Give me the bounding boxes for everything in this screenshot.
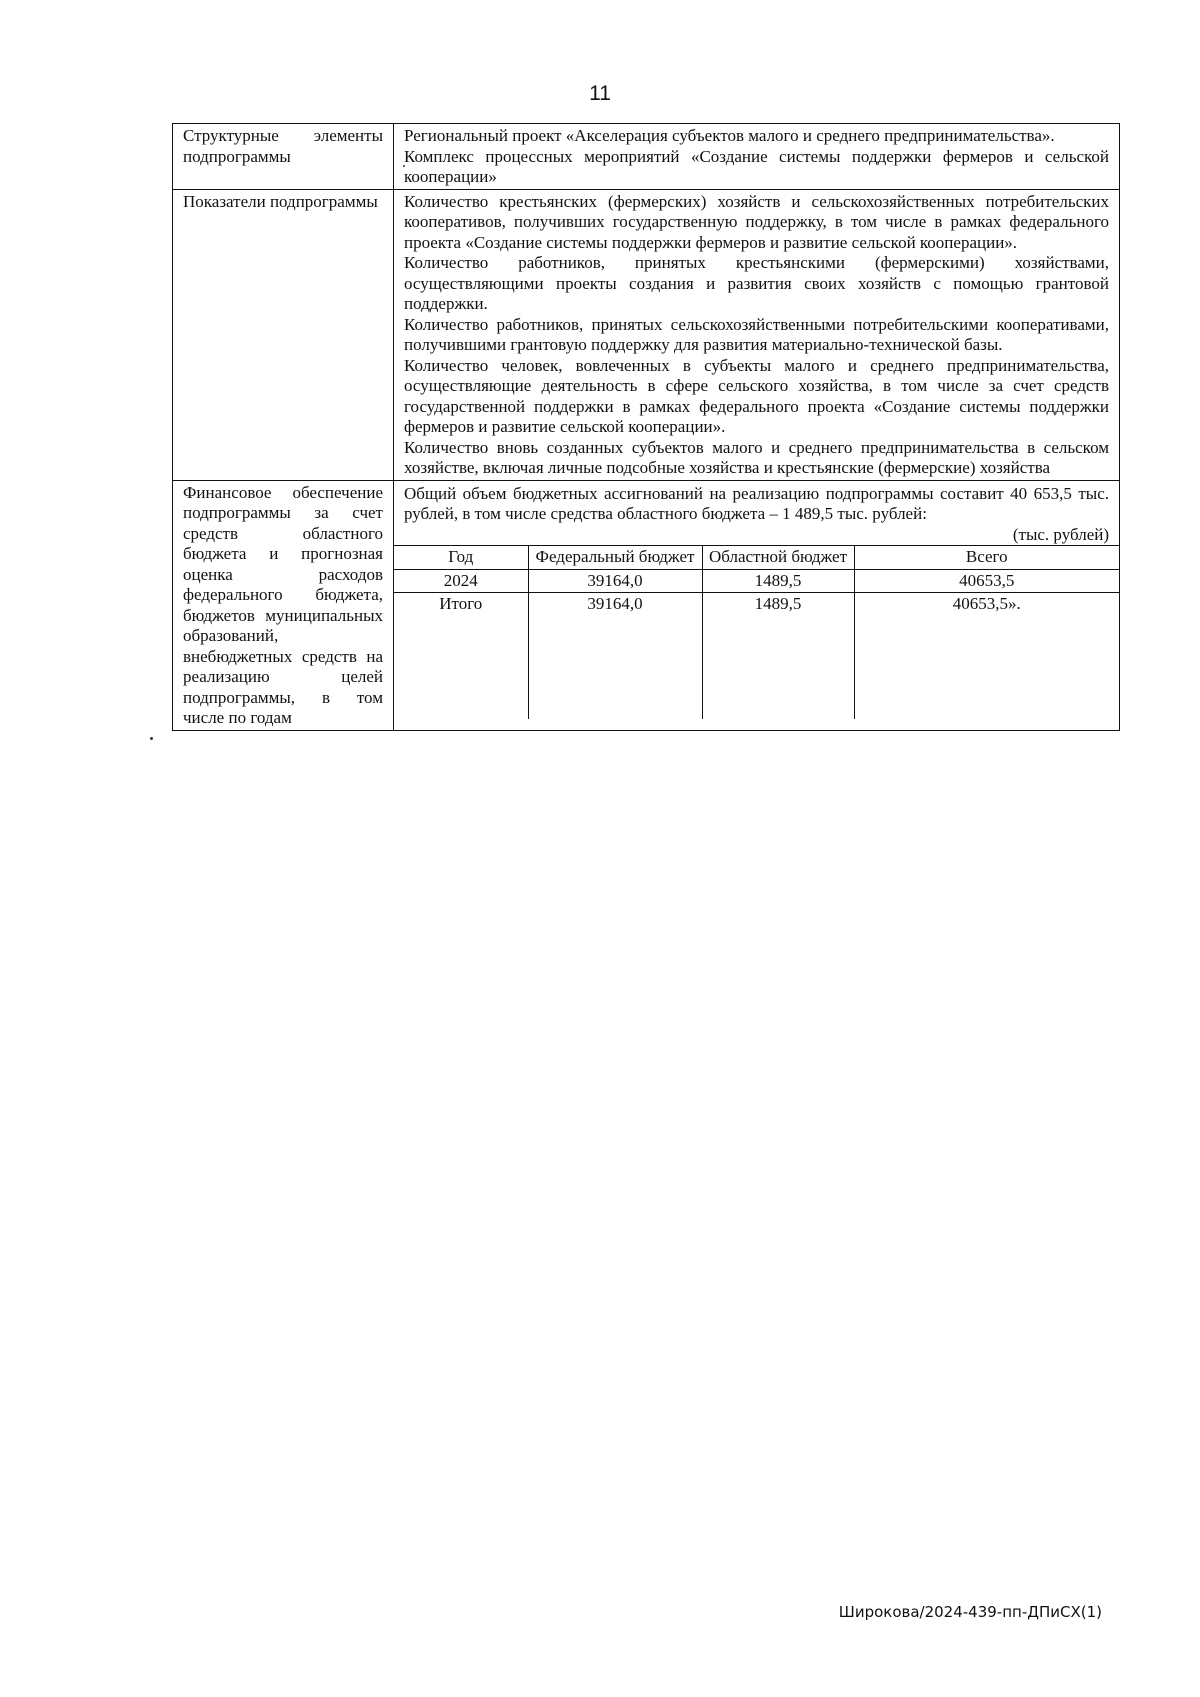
indicators-content — [394, 189, 1120, 480]
subprogram-passport-table — [172, 123, 1120, 731]
cell-year: 2024 — [394, 569, 528, 593]
structure-paragraph: Региональный проект «Акселерация субъектов малого и среднего предпринимательства». — [404, 126, 1055, 145]
financing-content — [394, 480, 1120, 730]
units-note: (тыс. рублей) — [1012, 524, 1109, 544]
scan-speck — [403, 165, 405, 167]
financing-intro: Общий объем бюджетных ассигнований на реализацию подпрограммы составит 40 653,5 тыс. рублей, в том числе средства областного бюджета – 1 489,5 тыс. рублей: — [404, 483, 1109, 523]
indicator-paragraph: Количество работников, принятых сельскохозяйственными потребительскими кооперативами, получившими грантовую поддержку для развития материально-технической базы. — [404, 314, 1109, 354]
budget-row-total — [394, 593, 1119, 720]
structure-paragraph: Комплекс процессных мероприятий «Создание системы поддержки фермеров и сельской кооперации» — [404, 146, 1109, 186]
header-total: Всего — [854, 546, 1119, 570]
indicators-label: Показатели подпрограммы — [173, 189, 394, 480]
indicators-row — [173, 189, 1120, 480]
budget-table — [394, 545, 1119, 719]
cell-federal: 39164,0 — [528, 569, 702, 593]
header-year: Год — [394, 546, 528, 570]
cell-total: 40653,5 — [854, 569, 1119, 593]
indicator-paragraph: Количество человек, вовлеченных в субъекты малого и среднего предпринимательства, осуществляющие деятельность в сфере сельского хозяйства, в том числе за счет средств государственной поддержки в рамках федерального проекта «Создание системы поддержки фермеров и развитие сельской кооперации». — [404, 355, 1109, 436]
scan-speck — [150, 737, 153, 740]
header-federal-budget: Федеральный бюджет — [528, 546, 702, 570]
cell-year: Итого — [394, 593, 528, 720]
budget-row-2024 — [394, 569, 1119, 593]
financing-label: Финансовое обеспечение подпрограммы за счет средств областного бюджета и прогнозная оценка расходов федерального бюджета, бюджетов муниципальных образований, внебюджетных средств на реализацию целей подпрограммы, в том числе по годам — [173, 480, 394, 730]
cell-regional: 1489,5 — [702, 593, 854, 720]
structure-row — [173, 124, 1120, 190]
structure-content — [394, 124, 1120, 190]
cell-total: 40653,5». — [854, 593, 1119, 720]
cell-federal: 39164,0 — [528, 593, 702, 720]
header-regional-budget: Областной бюджет — [702, 546, 854, 570]
indicator-paragraph: Количество крестьянских (фермерских) хозяйств и сельскохозяйственных потребительских кооперативов, получивших государственную поддержку, в том числе в рамках федерального проекта «Создание системы поддержки фермеров и развитие сельской кооперации». — [404, 191, 1109, 252]
document-code: Широкова/2024-439-пп-ДПиСХ(1) — [838, 1603, 1102, 1621]
cell-regional: 1489,5 — [702, 569, 854, 593]
page-number: 11 — [589, 82, 611, 105]
financing-row — [173, 480, 1120, 730]
indicator-paragraph: Количество работников, принятых крестьянскими (фермерскими) хозяйствами, осуществляющими проекты создания и развития своих хозяйств с помощью грантовой поддержки. — [404, 253, 1109, 313]
structure-label: Структурные элементы подпрограммы — [173, 124, 394, 190]
indicator-paragraph: Количество вновь созданных субъектов малого и среднего предпринимательства в сельском хозяйстве, включая личные подсобные хозяйства и крестьянские (фермерские) хозяйства — [404, 437, 1109, 477]
budget-header-row — [394, 546, 1119, 570]
